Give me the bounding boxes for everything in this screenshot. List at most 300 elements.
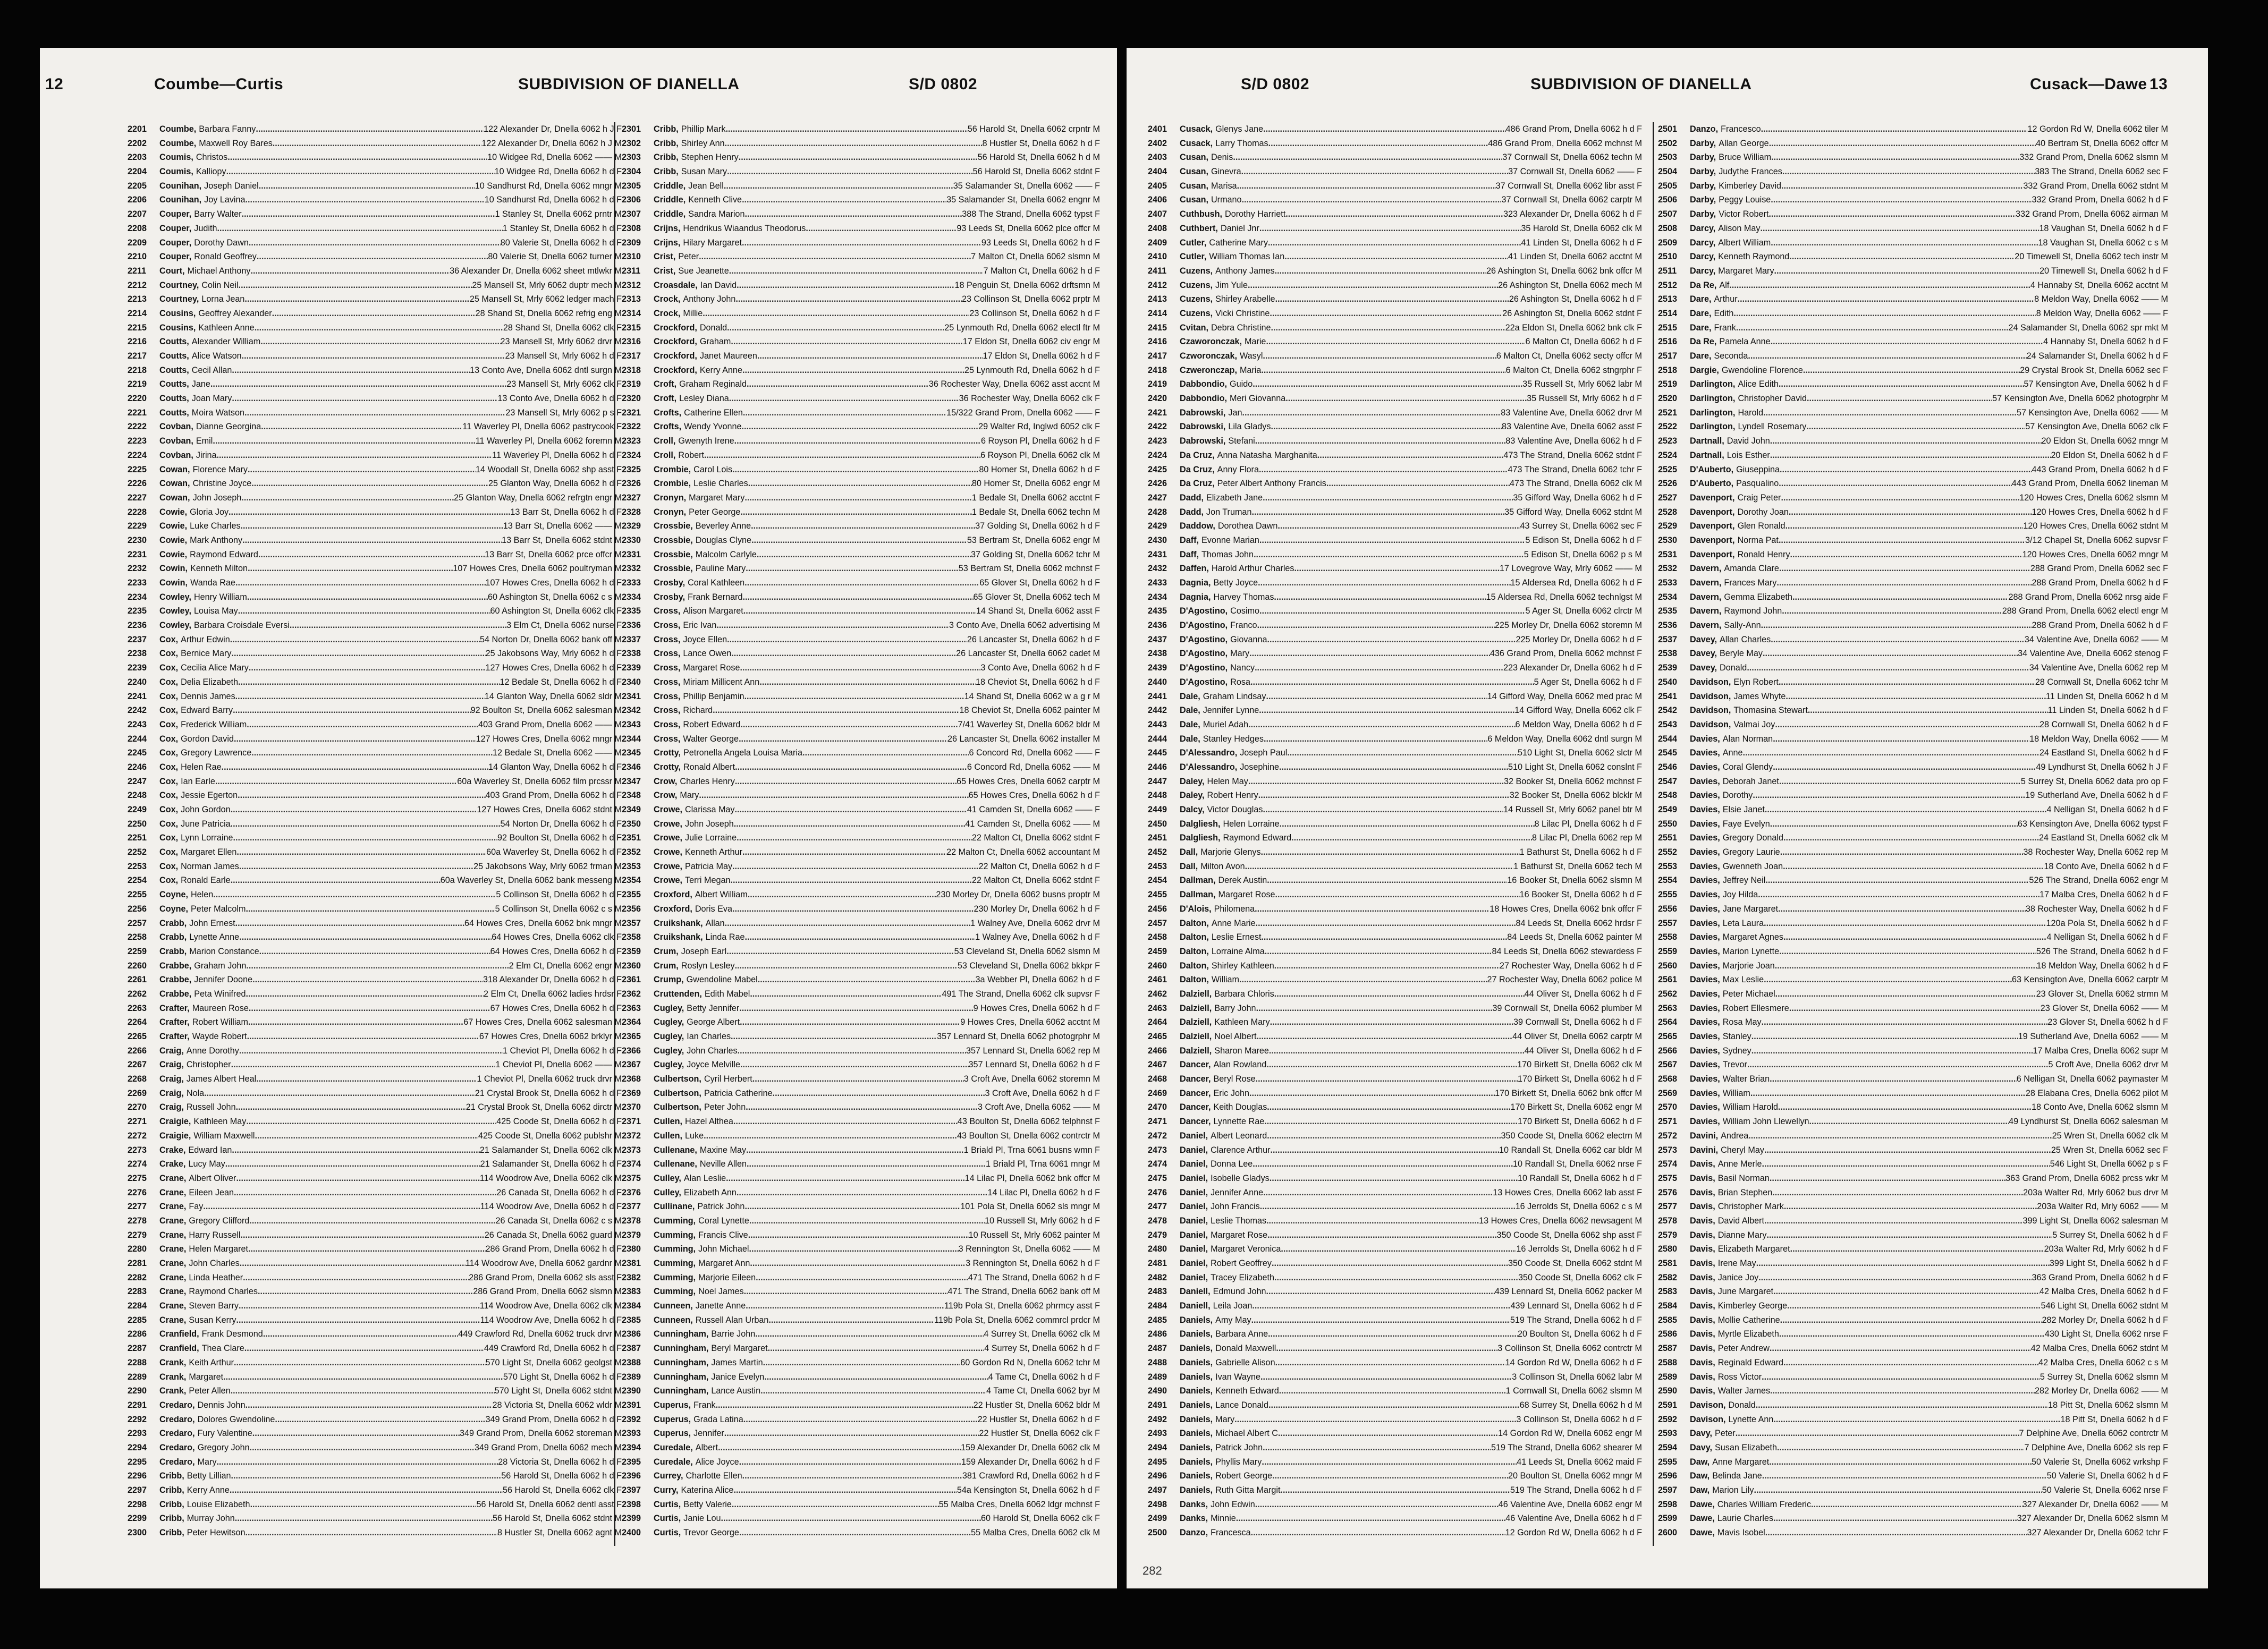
entry-number: 2360 xyxy=(622,960,641,971)
directory-entry xyxy=(622,1356,1100,1370)
leader-dots xyxy=(244,406,505,420)
entry-surname: Crossbie, xyxy=(654,549,693,559)
entry-given-names: Lynn Lorraine xyxy=(181,833,233,843)
directory-entry xyxy=(1148,831,1642,845)
entry-number: 2430 xyxy=(1148,535,1167,545)
leader-dots xyxy=(747,1157,986,1171)
entry-address: 22 Malton Ct, Dnella 6062 stdnt F xyxy=(971,833,1100,843)
entry-address: 26 Canada St, Dnella 6062 c s M xyxy=(495,1216,622,1226)
entry-surname: Crow, xyxy=(654,790,678,801)
entry-given-names: Mark Anthony xyxy=(190,535,243,545)
entry-number: 2480 xyxy=(1148,1244,1167,1254)
leader-dots xyxy=(1763,647,2018,661)
entry-number: 2223 xyxy=(128,436,147,446)
entry-address: 10 Widgee Rd, Dnella 6062 —— M xyxy=(487,152,622,163)
directory-entry xyxy=(622,1001,1100,1016)
leader-dots xyxy=(1269,1044,1525,1058)
entry-number: 2397 xyxy=(622,1485,641,1495)
entry-address: 10 Widgee Rd, Dnella 6062 h d F xyxy=(494,167,622,177)
directory-entry xyxy=(128,1341,622,1356)
entry-number: 2416 xyxy=(1148,337,1167,347)
entry-number: 2471 xyxy=(1148,1117,1167,1127)
entry-number: 2311 xyxy=(622,266,641,276)
directory-entry xyxy=(128,618,622,633)
entry-address: 170 Birkett St, Dnella 6062 engr M xyxy=(1510,1102,1642,1112)
leader-dots xyxy=(735,959,958,973)
entry-address: 2 Elm Ct, Dnella 6062 engr M xyxy=(509,960,622,971)
entry-given-names: Norman James xyxy=(181,861,239,871)
entry-given-names: Jim Yule xyxy=(1215,280,1248,290)
leader-dots xyxy=(1271,420,1502,434)
entry-address: 32 Booker St, Dnella 6062 blcklr M xyxy=(1509,790,1642,801)
entry-number: 2578 xyxy=(1658,1216,1678,1226)
entry-surname: Daw, xyxy=(1690,1485,1710,1495)
entry-number: 2545 xyxy=(1658,748,1678,758)
entry-address: 6 Concord Rd, Dnella 6062 —— F xyxy=(969,748,1100,758)
entry-address: 526 The Strand, Dnella 6062 engr M xyxy=(2029,876,2168,886)
entry-given-names: Judythe Frances xyxy=(1719,167,1782,177)
leader-dots xyxy=(743,604,976,618)
entry-number: 2400 xyxy=(622,1528,641,1538)
leader-dots xyxy=(1287,746,1518,760)
entry-surname: Davy, xyxy=(1690,1442,1712,1452)
entry-address: 19 Sutherland Ave, Dnella 6062 —— M xyxy=(2018,1032,2168,1041)
entry-given-names: Jean Bell xyxy=(688,181,724,191)
entry-given-names: Nola xyxy=(186,1088,205,1098)
entry-given-names: Donna Lee xyxy=(1211,1159,1253,1169)
directory-entry xyxy=(128,1370,622,1384)
directory-entry xyxy=(622,845,1100,860)
entry-address: 5 Surrey St, Dnella 6062 slsmn M xyxy=(2039,1372,2168,1382)
entry-number: 2231 xyxy=(128,549,147,559)
entry-address: 473 The Strand, Dnella 6062 tchr F xyxy=(1508,464,1642,474)
entry-address: 25 Wren St, Dnella 6062 sec F xyxy=(2051,1145,2168,1155)
directory-entry xyxy=(128,349,622,363)
entry-address: 35 Harold St, Dnella 6062 clk M xyxy=(1521,223,1642,233)
entry-address: 35 Russell St, Mrly 6062 h d F xyxy=(1527,394,1642,404)
leader-dots xyxy=(1249,1086,1495,1101)
leader-dots xyxy=(235,690,485,704)
leader-dots xyxy=(1777,1441,2024,1455)
entry-number: 2453 xyxy=(1148,861,1167,871)
leader-dots xyxy=(1738,292,2034,307)
entry-surname: Dartnall, xyxy=(1690,436,1724,446)
entry-number: 2247 xyxy=(128,776,147,786)
entry-number: 2534 xyxy=(1658,592,1678,602)
directory-entry xyxy=(622,477,1100,491)
entry-address: 56 Harold St, Dnella 6062 dentl asst F xyxy=(476,1499,622,1509)
leader-dots xyxy=(732,902,974,916)
entry-surname: Crow, xyxy=(654,776,678,786)
leader-dots xyxy=(243,1271,469,1285)
leader-dots xyxy=(1769,1455,2032,1469)
page-title: SUBDIVISION OF DIANELLA xyxy=(518,75,740,93)
entry-address: 56 Harold St, Dnella 6062 stdnt M xyxy=(493,1514,622,1524)
entry-surname: Darlington, xyxy=(1690,394,1736,404)
entry-number: 2464 xyxy=(1148,1017,1167,1027)
directory-entry xyxy=(622,406,1100,420)
entry-given-names: Kenneth Clive xyxy=(688,195,742,205)
entry-number: 2531 xyxy=(1658,549,1678,559)
leader-dots xyxy=(1233,150,1502,165)
leader-dots xyxy=(235,576,486,590)
entry-given-names: Russell John xyxy=(186,1102,236,1112)
entry-address: 34 Valentine Ave, Dnella 6062 stenog F xyxy=(2018,649,2168,659)
entry-address: 4 Hannaby St, Dnella 6062 acctnt M xyxy=(2030,280,2168,290)
directory-entry xyxy=(1658,1384,2168,1398)
entry-surname: Dancer, xyxy=(1180,1088,1211,1098)
directory-entry xyxy=(1148,1299,1642,1313)
entry-number: 2384 xyxy=(622,1301,641,1311)
leader-dots xyxy=(1275,1356,1505,1370)
entry-surname: Cullen, xyxy=(654,1117,682,1127)
entry-given-names: Victor Robert xyxy=(1719,209,1769,219)
entry-number: 2461 xyxy=(1148,975,1167,985)
directory-entry xyxy=(622,207,1100,222)
entry-number: 2434 xyxy=(1148,592,1167,602)
entry-address: 439 Lennard St, Dnella 6062 packer M xyxy=(1494,1287,1642,1297)
entry-surname: Daniels, xyxy=(1180,1442,1213,1452)
entry-given-names: Daniel Jnr xyxy=(1220,223,1259,233)
entry-given-names: Margaret Ellen xyxy=(181,847,237,857)
entry-address: 203a Walter Rd, Mrly 6062 bus drvr M xyxy=(2023,1187,2168,1197)
entry-given-names: Kerry Anne xyxy=(699,365,742,375)
leader-dots xyxy=(757,349,983,363)
leader-dots xyxy=(246,902,495,916)
leader-dots xyxy=(231,873,441,888)
entry-address: 80 Homer St, Dnella 6062 h d F xyxy=(979,464,1100,474)
leader-dots xyxy=(1780,845,2024,860)
leader-dots xyxy=(1782,165,2035,179)
entry-number: 2421 xyxy=(1148,407,1167,418)
directory-entry xyxy=(1658,1327,2168,1341)
leader-dots xyxy=(1236,1511,1505,1526)
leader-dots xyxy=(806,222,957,236)
entry-number: 2569 xyxy=(1658,1088,1678,1098)
entry-given-names: Deborah Janet xyxy=(1722,776,1779,786)
entry-given-names: Luke xyxy=(684,1130,704,1141)
entry-number: 2271 xyxy=(128,1117,147,1127)
directory-entry xyxy=(1658,377,2168,392)
directory-entry xyxy=(622,321,1100,335)
leader-dots xyxy=(1259,604,1525,618)
entry-number: 2326 xyxy=(622,479,641,489)
entry-number: 2335 xyxy=(622,606,641,616)
directory-entry xyxy=(1148,1256,1642,1271)
directory-entry xyxy=(1658,1157,2168,1171)
entry-surname: Davies, xyxy=(1690,1088,1720,1098)
entry-address: 20 Timewell St, Dnella 6062 tech instr M xyxy=(2015,252,2168,262)
entry-given-names: Lance Donald xyxy=(1215,1400,1268,1410)
entry-address: 8 Lilac Pl, Dnella 6062 rep M xyxy=(1532,833,1642,843)
entry-surname: Cox, xyxy=(159,663,179,673)
leader-dots xyxy=(1771,633,2024,647)
entry-number: 2318 xyxy=(622,365,641,375)
leader-dots xyxy=(744,1200,960,1214)
entry-surname: Darby, xyxy=(1690,195,1716,205)
entry-number: 2445 xyxy=(1148,748,1167,758)
entry-given-names: Patricia May xyxy=(684,861,733,871)
leader-dots xyxy=(1770,1171,2005,1186)
entry-given-names: Dorothy Joan xyxy=(1737,507,1789,517)
entry-surname: Davidson, xyxy=(1690,677,1731,687)
entry-number: 2236 xyxy=(128,620,147,631)
leader-dots xyxy=(1754,1483,2042,1498)
leader-dots xyxy=(1787,1299,2041,1313)
entry-address: 35 Salamander St, Dnella 6062 —— F xyxy=(953,181,1100,191)
entry-given-names: Helen May xyxy=(1207,776,1248,786)
leader-dots xyxy=(740,661,980,675)
leader-dots xyxy=(226,165,495,179)
entry-address: 425 Coode St, Dnella 6062 h d F xyxy=(496,1117,622,1127)
entry-number: 2208 xyxy=(128,223,147,233)
entry-surname: Cunningham, xyxy=(654,1329,709,1339)
entry-given-names: Stephen Henry xyxy=(681,152,739,163)
entry-address: 20 Eldon St, Dnella 6062 mngr M xyxy=(2041,436,2168,446)
entry-address: 23 Collinson St, Dnella 6062 prptr M xyxy=(961,294,1100,304)
directory-entry xyxy=(128,1058,622,1072)
entry-number: 2389 xyxy=(622,1372,641,1382)
entry-number: 2344 xyxy=(622,734,641,744)
entry-surname: Dawe, xyxy=(1690,1528,1715,1538)
entry-surname: Dare, xyxy=(1690,351,1712,361)
entry-surname: Cutler, xyxy=(1180,237,1207,248)
directory-entry xyxy=(128,1271,622,1285)
entry-surname: Darlington, xyxy=(1690,407,1736,418)
leader-dots xyxy=(1776,576,2032,590)
leader-dots xyxy=(231,817,501,831)
entry-address: 56 Harold St, Dnella 6062 h d M xyxy=(977,152,1100,163)
leader-dots xyxy=(1771,335,2043,349)
leader-dots xyxy=(748,888,936,902)
directory-entry xyxy=(128,803,622,817)
entry-number: 2552 xyxy=(1658,847,1678,857)
entry-address: 37 Cornwall St, Dnella 6062 carptr M xyxy=(1501,195,1642,205)
leader-dots xyxy=(704,448,980,463)
entry-number: 2499 xyxy=(1148,1514,1167,1524)
entry-surname: Da Cruz, xyxy=(1180,464,1215,474)
directory-entry xyxy=(622,463,1100,477)
entry-address: 84 Leeds St, Dnella 6062 painter M xyxy=(1507,932,1642,942)
directory-entry xyxy=(128,576,622,590)
directory-entry xyxy=(128,959,622,973)
directory-entry xyxy=(128,137,622,151)
leader-dots xyxy=(252,973,483,987)
entry-surname: Cox, xyxy=(159,734,179,744)
leader-dots xyxy=(1775,959,2037,973)
entry-surname: Croll, xyxy=(654,436,676,446)
entry-given-names: Jeffrey Neil xyxy=(1722,876,1766,886)
entry-given-names: Mary xyxy=(197,1457,217,1467)
entry-number: 2414 xyxy=(1148,308,1167,318)
leader-dots xyxy=(1772,1186,2023,1200)
directory-entry xyxy=(1148,292,1642,307)
entry-number: 2321 xyxy=(622,407,641,418)
entry-given-names: Jane xyxy=(191,379,210,389)
entry-number: 2390 xyxy=(622,1386,641,1396)
entry-given-names: John Charles xyxy=(687,1046,738,1056)
entry-number: 2524 xyxy=(1658,450,1678,460)
directory-entry xyxy=(128,1469,622,1483)
entry-given-names: Frederick William xyxy=(181,719,247,729)
directory-entry xyxy=(622,1384,1100,1398)
leader-dots xyxy=(217,1455,498,1469)
entry-given-names: George Albert xyxy=(687,1017,740,1027)
entry-number: 2515 xyxy=(1658,322,1678,333)
leader-dots xyxy=(1317,448,1504,463)
entry-number: 2442 xyxy=(1148,706,1167,716)
entry-surname: Cuzens, xyxy=(1180,266,1213,276)
entry-address: 15 Aldersea Rd, Dnella 6062 h d F xyxy=(1510,578,1642,588)
entry-number: 2283 xyxy=(128,1287,147,1297)
entry-given-names: Laurie Charles xyxy=(1717,1514,1774,1524)
entry-address: 56 Harold St, Dnella 6062 crpntr M xyxy=(967,124,1100,134)
entry-given-names: Gwendoline Mabel xyxy=(686,975,758,985)
entry-given-names: Margaret Mary xyxy=(1718,266,1774,276)
entry-given-names: Joyce Ellen xyxy=(683,634,727,644)
entry-address: 67 Howes Cres, Dnella 6062 h d F xyxy=(490,1003,622,1013)
entry-surname: Davern, xyxy=(1690,564,1722,574)
entry-given-names: Giuseppina xyxy=(1736,464,1780,474)
directory-entry xyxy=(1658,1356,2168,1370)
directory-entry xyxy=(1148,1413,1642,1427)
entry-given-names: Henry William xyxy=(193,592,247,602)
entry-address: 519 The Strand, Dnella 6062 h d F xyxy=(1510,1485,1642,1495)
directory-entry xyxy=(128,675,622,690)
directory-entry xyxy=(1658,150,2168,165)
entry-number: 2255 xyxy=(128,890,147,900)
directory-entry xyxy=(128,845,622,860)
entry-given-names: Frank xyxy=(693,1400,716,1410)
entry-number: 2403 xyxy=(1148,152,1167,163)
entry-surname: Dadd, xyxy=(1180,492,1204,503)
entry-given-names: Edmund John xyxy=(1213,1287,1266,1297)
entry-number: 2353 xyxy=(622,861,641,871)
entry-number: 2488 xyxy=(1148,1357,1167,1367)
directory-entry xyxy=(1658,392,2168,406)
entry-number: 2279 xyxy=(128,1230,147,1240)
entry-surname: Credaro, xyxy=(159,1442,195,1452)
entry-given-names: Kalliopy xyxy=(196,167,226,177)
entry-given-names: Rosa May xyxy=(1722,1017,1762,1027)
directory-entry xyxy=(622,973,1100,987)
entry-surname: Dale, xyxy=(1180,706,1200,716)
entry-number: 2413 xyxy=(1148,294,1167,304)
directory-entry xyxy=(1658,1015,2168,1030)
entry-address: 282 Morley Dr, Dnella 6062 —— M xyxy=(2034,1386,2168,1396)
leader-dots xyxy=(1248,775,1504,789)
entry-surname: Craig, xyxy=(159,1074,184,1084)
entry-address: 332 Grand Prom, Dnella 6062 airman M xyxy=(2015,209,2168,219)
entry-number: 2576 xyxy=(1658,1187,1678,1197)
entry-surname: Cugley, xyxy=(654,1046,684,1056)
entry-surname: Davis, xyxy=(1690,1315,1715,1325)
entry-given-names: Graham John xyxy=(194,960,247,971)
entry-number: 2432 xyxy=(1148,564,1167,574)
entry-given-names: Dorothy Dawn xyxy=(194,237,249,248)
entry-number: 2210 xyxy=(128,252,147,262)
leader-dots xyxy=(1261,930,1507,945)
leader-dots xyxy=(743,406,946,420)
directory-entry xyxy=(622,1327,1100,1341)
leader-dots xyxy=(742,236,981,250)
entry-number: 2213 xyxy=(128,294,147,304)
entry-number: 2468 xyxy=(1148,1074,1167,1084)
entry-surname: Cox, xyxy=(159,819,179,829)
entry-address: 388 The Strand, Dnella 6062 typst F xyxy=(962,209,1100,219)
leader-dots xyxy=(1766,1228,2052,1243)
directory-entry xyxy=(128,1285,622,1299)
entry-given-names: Richard xyxy=(683,706,713,716)
leader-dots xyxy=(1751,1030,2018,1044)
entry-number: 2465 xyxy=(1148,1032,1167,1041)
leader-dots xyxy=(1785,519,2024,533)
entry-address: 37 Cornwall St, Dnella 6062 libr asst F xyxy=(1495,181,1642,191)
entry-number: 2570 xyxy=(1658,1102,1678,1112)
leader-dots xyxy=(238,788,485,803)
leader-dots xyxy=(737,278,954,293)
entry-surname: Davies, xyxy=(1690,1102,1720,1112)
entry-address: 39 Cornwall St, Dnella 6062 plumber M xyxy=(1492,1003,1642,1013)
entry-given-names: Alan Leslie xyxy=(683,1173,726,1183)
entry-address: 39 Cornwall St, Dnella 6062 h d F xyxy=(1513,1017,1642,1027)
entry-surname: Cunningham, xyxy=(654,1357,709,1367)
entry-address: 80 Homer St, Dnella 6062 engr M xyxy=(971,479,1100,489)
entry-number: 2282 xyxy=(128,1272,147,1282)
entry-surname: Dalton, xyxy=(1180,960,1209,971)
leader-dots xyxy=(758,973,976,987)
leader-dots xyxy=(1803,363,2020,378)
entry-address: 12 Gordon Rd W, Dnella 6062 tiler M xyxy=(2027,124,2168,134)
leader-dots xyxy=(1263,1186,1493,1200)
leader-dots xyxy=(1279,760,1508,775)
leader-dots xyxy=(1255,661,1503,675)
entry-address: 4 Nelligan St, Dnella 6062 h d F xyxy=(2046,932,2168,942)
entry-surname: Crock, xyxy=(654,294,681,304)
entry-address: 11 Waverley Pl, Dnella 6062 foremn M xyxy=(475,436,622,446)
leader-dots xyxy=(1259,703,1514,718)
entry-address: 93 Leeds St, Dnella 6062 h d F xyxy=(981,237,1100,248)
entry-number: 2588 xyxy=(1658,1357,1678,1367)
directory-entry xyxy=(1148,845,1642,860)
entry-given-names: Beryl Rose xyxy=(1213,1074,1256,1084)
entry-given-names: Donald xyxy=(1720,663,1747,673)
entry-address: 318 Alexander Dr, Dnella 6062 h d F xyxy=(483,975,622,985)
leader-dots xyxy=(1276,1341,1497,1356)
entry-number: 2594 xyxy=(1658,1442,1678,1452)
entry-surname: Croft, xyxy=(654,394,677,404)
directory-entry xyxy=(128,1115,622,1129)
directory-entry xyxy=(128,505,622,520)
entry-given-names: Craig Peter xyxy=(1737,492,1781,503)
entry-surname: Crockford, xyxy=(654,322,697,333)
leader-dots xyxy=(1259,222,1521,236)
directory-entry xyxy=(1148,179,1642,193)
entry-given-names: Janice Evelyn xyxy=(711,1372,765,1382)
leader-dots xyxy=(751,533,967,548)
entry-given-names: Susan Elizabeth xyxy=(1715,1442,1777,1452)
entry-address: 510 Light St, Dnella 6062 conslnt F xyxy=(1508,762,1642,772)
entry-address: 84 Leeds St, Dnella 6062 stewardess F xyxy=(1492,946,1642,956)
entry-given-names: Valmai Joy xyxy=(1733,719,1775,729)
entry-number: 2250 xyxy=(128,819,147,829)
entry-given-names: Pauline Mary xyxy=(695,564,746,574)
directory-entry xyxy=(128,775,622,789)
entry-number: 2496 xyxy=(1148,1471,1167,1481)
entry-address: 16 Jerrolds St, Dnella 6062 c s M xyxy=(1515,1202,1642,1212)
entry-surname: Cranfield, xyxy=(159,1329,199,1339)
directory-entry xyxy=(1658,420,2168,434)
